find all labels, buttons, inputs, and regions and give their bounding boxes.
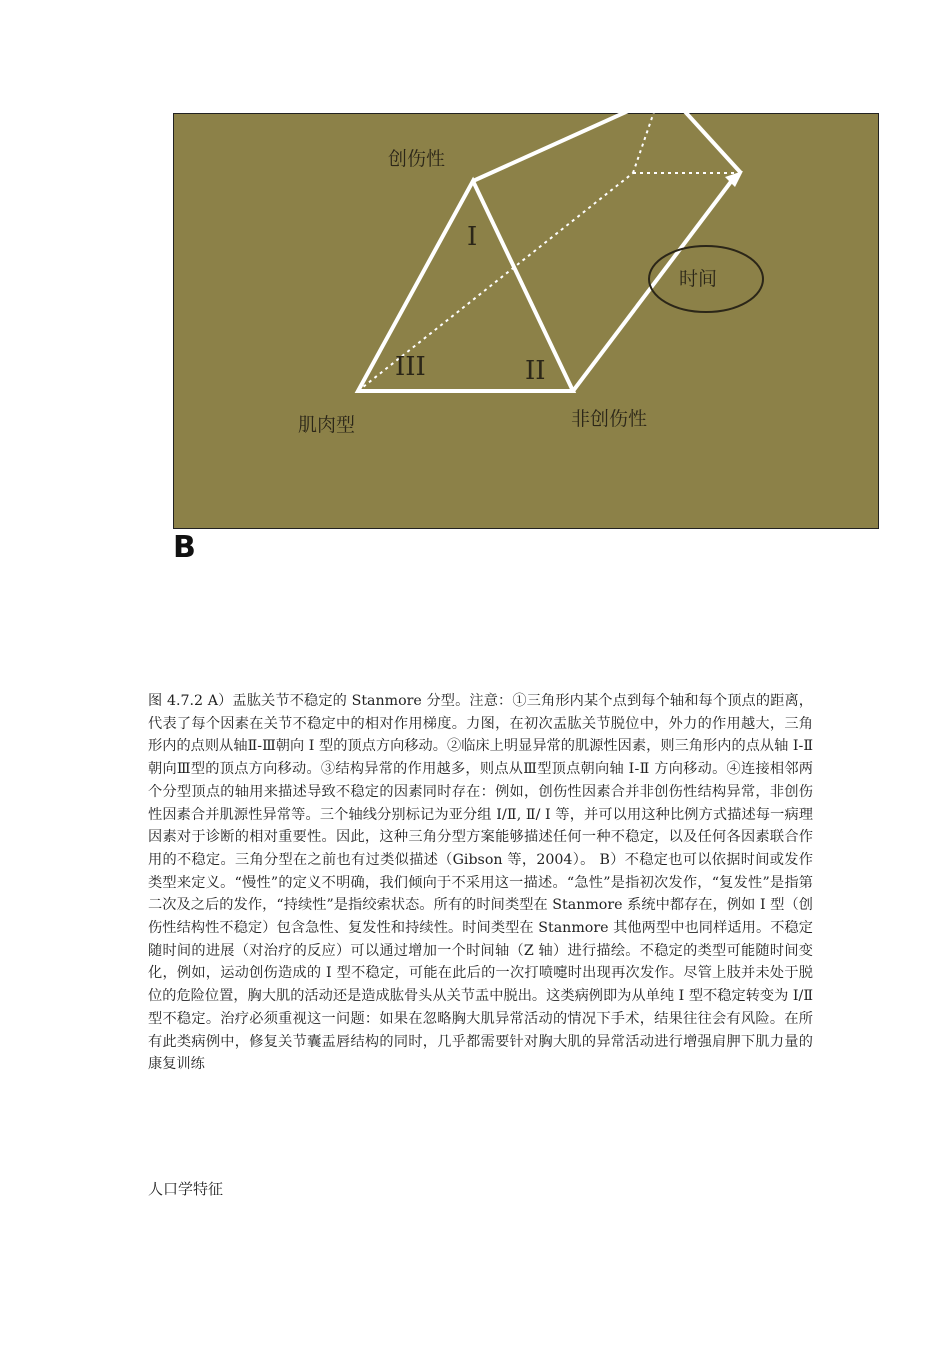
prism-diagram bbox=[173, 113, 879, 529]
figure-background bbox=[173, 113, 879, 529]
figure-caption: 图 4.7.2 A）盂肱关节不稳定的 Stanmore 分型。注意：①三角形内某个点到每个轴和每个顶点的距离，代表了每个因素在关节不稳定中的相对作用梯度。力图，在初次盂肱关节脱位中，外力的作用越大，三角形内的点则从轴Ⅱ-Ⅲ朝向 Ⅰ 型的顶点方向移动。②临床上明显异常的肌源性因素，则三角形内的点从轴 Ⅰ-Ⅱ 朝向Ⅲ型的顶点方向移动。③结构异常的作用越多，则点从Ⅲ型顶点朝向轴 Ⅰ-Ⅱ 方向移动。④连接相邻两个分型顶点的轴用来描述导致不稳定的因素同时存在：例如，创伤性因素合并非创伤性结构异常，非创伤性因素合并肌源性异常等。三个轴线分别标记为亚分组 Ⅰ/Ⅱ, Ⅱ/ Ⅰ 等，并可以用这种比例方式描述每一病理因素对于诊断的相对重要性。因此，这种三角分型方案能够描述任何一种不稳定，以及任何各因素联合作用的不稳定。三角分型在之前也有过类似描述（Gibson 等，2004）。 B）不稳定也可以依据时间或发作类型来定义。“慢性”的定义不明确，我们倾向于不采用这一描述。“急性”是指初次发作，“复发性”是指第二次及之后的发作，“持续性”是指绞索状态。所有的时间类型在 Stanmore 系统中都存在，例如 Ⅰ 型（创伤性结构性不稳定）包含急性、复发性和持续性。时间类型在 Stanmore 其他两型中也同样适用。不稳定随时间的进展（对治疗的反应）可以通过增加一个时间轴（Z 轴）进行描绘。不稳定的类型可能随时间变化，例如，运动创伤造成的 Ⅰ 型不稳定，可能在此后的一次打喷嚏时出现再次发作。尽管上肢并未处于脱位的危险位置，胸大肌的活动还是造成肱骨头从关节盂中脱出。这类病例即为从单纯 Ⅰ 型不稳定转变为 Ⅰ/Ⅱ 型不稳定。治疗必须重视这一问题：如果在忽略胸大肌异常活动的情况下手术，结果往往会有风险。在所有此类病例中，修复关节囊盂唇结构的同时，几乎都需要针对胸大肌的异常活动进行增强肩胛下肌力量的康复训练 bbox=[148, 693, 813, 1073]
label-atraumatic: 非创伤性 bbox=[571, 408, 648, 430]
label-muscular: 肌肉型 bbox=[298, 414, 356, 436]
panel-letter: B bbox=[173, 530, 196, 565]
label-type-2: II bbox=[525, 356, 546, 386]
label-type-1: I bbox=[467, 222, 478, 252]
label-traumatic: 创伤性 bbox=[388, 148, 446, 170]
section-heading: 人口学特征 bbox=[148, 1180, 224, 1198]
label-time: 时间 bbox=[679, 268, 718, 290]
stanmore-time-axis-figure bbox=[173, 113, 879, 529]
label-type-3: III bbox=[395, 352, 426, 382]
